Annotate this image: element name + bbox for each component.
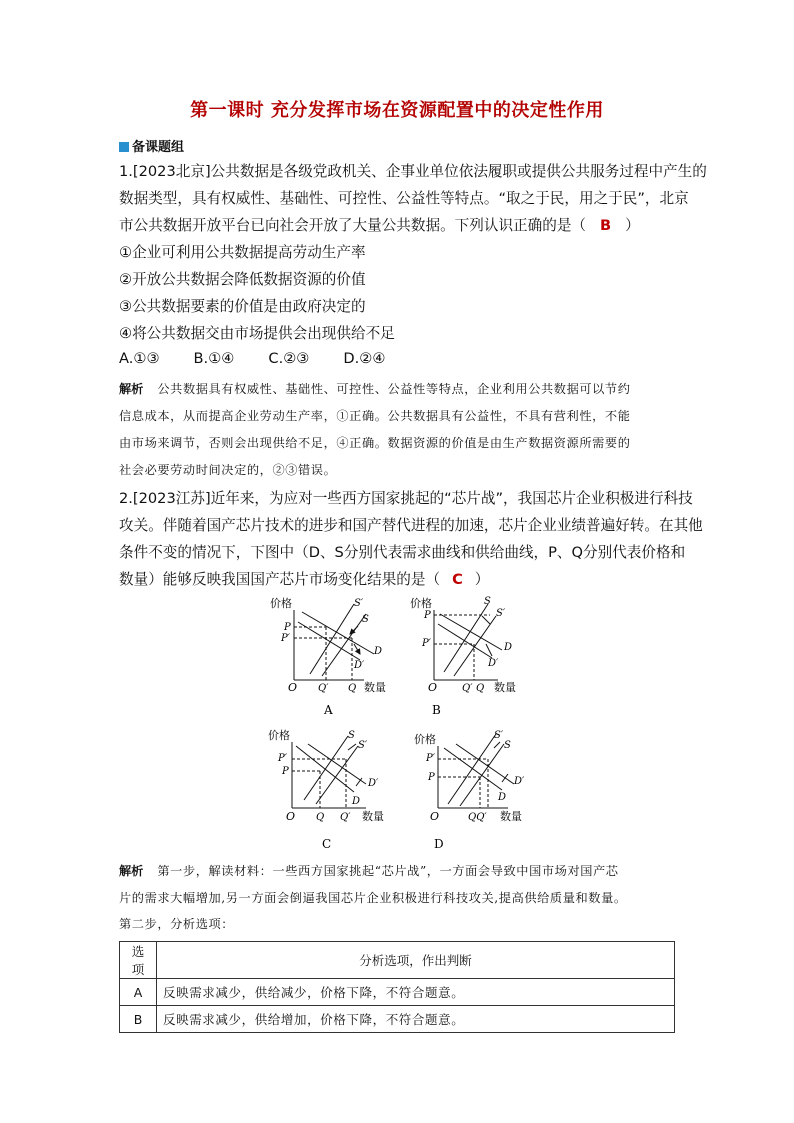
q1-stem-text: 市公共数据开放平台已向社会开放了大量公共数据。下列认识正确的是（	[119, 217, 587, 234]
curve-label: S′	[354, 598, 364, 609]
graph-letter: B	[432, 703, 441, 717]
section-heading	[119, 136, 184, 155]
y-axis-label: 价格	[270, 597, 292, 610]
q1-analysis-line	[119, 380, 631, 397]
table-row	[120, 979, 675, 1006]
q1-option-b: B.①④	[193, 350, 235, 367]
y-tick-label: P	[284, 622, 291, 633]
options-analysis-table	[119, 941, 675, 1033]
q1-item: ②开放公共数据会降低数据资源的价值	[119, 271, 366, 288]
x-axis-label: 数量	[494, 681, 516, 694]
curve-label: S	[362, 614, 369, 625]
x-tick-label: Q	[476, 683, 485, 694]
table-header: 选项	[120, 942, 157, 979]
y-axis-label: 价格	[414, 733, 436, 746]
graph-b	[398, 594, 528, 719]
q1-options	[119, 350, 385, 367]
q2-close-paren: ）	[474, 571, 490, 588]
q1-analysis-line: 信息成本，从而提高企业劳动生产率，①正确。公共数据具有公益性，不具有营利性，不能	[119, 409, 631, 423]
table-header: 分析选项，作出判断	[157, 942, 675, 979]
q2-stem-text: 数量）能够反映我国国产芯片市场变化结果的是（	[119, 571, 441, 588]
q1-item: ①企业可利用公共数据提高劳动生产率	[119, 244, 366, 261]
curve-label: D′	[514, 776, 525, 787]
curve-label: D	[504, 642, 513, 653]
curve-label: S	[348, 730, 355, 741]
graph-letter: C	[322, 837, 332, 851]
x-tick-label: Q′	[318, 683, 329, 694]
origin-label: O	[430, 810, 440, 823]
curve-label: D	[374, 646, 383, 657]
q1-item: ③公共数据要素的价值是由政府决定的	[119, 298, 366, 315]
q1-analysis-line: 社会必要劳动时间决定的，②③错误。	[119, 463, 337, 477]
table-row	[120, 1006, 675, 1033]
y-tick-label: P	[428, 772, 435, 783]
q2-answer: C	[452, 571, 463, 588]
x-axis-label: 数量	[362, 810, 384, 823]
q2-analysis-text: 第一步，解读材料：一些西方国家挑起“芯片战”，一方面会导致中国市场对国产芯	[157, 864, 619, 878]
table-cell-judgement: 反映需求减少，供给增加，价格下降，不符合题意。	[157, 1006, 675, 1033]
origin-label: O	[428, 681, 438, 694]
q1-item: ④将公共数据交由市场提供会出现供给不足	[119, 325, 395, 342]
q2-analysis-line: 片的需求大幅增加,另一方面会倒逼我国芯片企业积极进行科技攻关,提高供给质量和数量。	[119, 891, 627, 905]
y-tick-label: P′	[422, 638, 431, 649]
x-tick-label: Q	[348, 683, 357, 694]
q1-option-c: C.②③	[268, 350, 310, 367]
q1-stem-line: 数据类型，具有权威性、基础性、可控性、公益性等特点。“取之于民，用之于民”，北京	[119, 190, 689, 207]
origin-label: O	[286, 810, 296, 823]
x-axis-label: 数量	[364, 681, 386, 694]
curve-label: D	[352, 796, 361, 807]
graph-d	[404, 728, 544, 853]
table-cell-option: A	[120, 979, 157, 1006]
curve-label: S′	[496, 608, 506, 619]
x-tick-label: Q′	[462, 683, 473, 694]
curve-label: D′	[488, 658, 499, 669]
x-tick-label: Q′	[340, 812, 351, 823]
q2-stem-line	[119, 568, 489, 589]
origin-label: O	[288, 681, 298, 694]
curve-label: D′	[354, 660, 365, 671]
y-tick-label: P	[282, 766, 289, 777]
q2-analysis-label: 解析	[119, 864, 144, 878]
q1-answer: B	[600, 217, 612, 234]
graph-a	[268, 594, 398, 719]
y-tick-label: P′	[278, 753, 287, 764]
curve-label: D′	[368, 778, 379, 789]
q1-close-paren: ）	[625, 217, 640, 234]
x-axis-label: 数量	[500, 810, 522, 823]
q2-analysis-line: 第二步，分析选项：	[119, 917, 235, 931]
graph-letter: D	[434, 837, 444, 851]
q2-analysis-line	[119, 862, 619, 879]
curve-label: S	[484, 596, 491, 607]
curve-label: S′	[358, 740, 368, 751]
section-marker-icon	[119, 142, 129, 152]
table-cell-judgement: 反映需求减少，供给减少，价格下降，不符合题意。	[157, 979, 675, 1006]
q1-stem-line	[119, 214, 640, 235]
table-header-row	[120, 942, 675, 979]
graph-c	[266, 728, 406, 853]
curve-label: S′	[494, 730, 504, 741]
y-axis-label: 价格	[268, 729, 290, 742]
q1-analysis-line: 由市场来调节，否则会出现供给不足，④正确。数据资源的价值是由生产数据资源所需要的	[119, 436, 631, 450]
q1-analysis-label: 解析	[119, 382, 144, 396]
q1-option-a: A.①③	[119, 350, 160, 367]
curve-label: S	[504, 740, 511, 751]
page-title: 第一课时 充分发挥市场在资源配置中的决定性作用	[190, 100, 604, 121]
q2-stem-line: 条件不变的情况下，下图中（D、S分别代表需求曲线和供给曲线，P、Q分别代表价格和	[119, 544, 686, 561]
x-tick-label: Q	[316, 812, 325, 823]
y-tick-label: P′	[426, 753, 435, 764]
graph-letter: A	[324, 703, 333, 717]
q1-option-d: D.②④	[343, 350, 386, 367]
q1-stem-line: 1.[2023北京]公共数据是各级党政机关、企事业单位依法履职或提供公共服务过程中产生的	[119, 163, 707, 180]
q2-stem-line: 2.[2023江苏]近年来，为应对一些西方国家挑起的“芯片战”，我国芯片企业积极进行科技	[119, 490, 693, 507]
y-tick-label: P	[424, 610, 431, 621]
q2-stem-line: 攻关。伴随着国产芯片技术的进步和国产替代进程的加速，芯片企业业绩普遍好转。在其他	[119, 517, 703, 534]
q1-analysis-text: 公共数据具有权威性、基础性、可控性、公益性等特点，企业利用公共数据可以节约	[157, 382, 631, 396]
curve-label: D	[498, 792, 507, 803]
section-label: 备课题组	[132, 140, 185, 155]
x-tick-label: QQ′	[468, 812, 487, 823]
table-cell-option: B	[120, 1006, 157, 1033]
y-tick-label: P′	[281, 633, 290, 644]
y-axis-label: 价格	[410, 597, 432, 610]
